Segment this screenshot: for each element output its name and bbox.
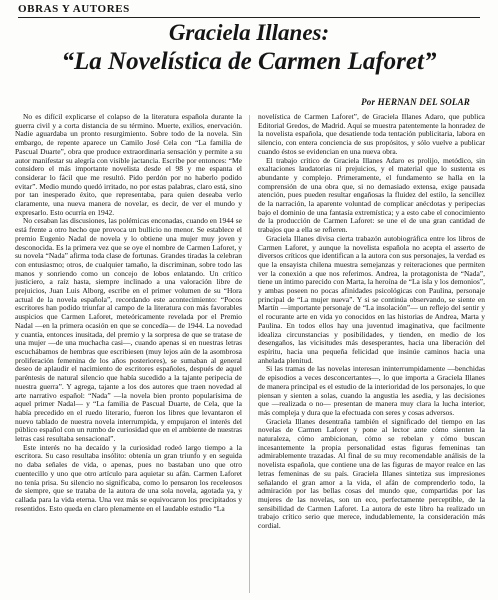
column-divider [249, 115, 250, 593]
paragraph: El trabajo crítico de Graciela Illanes Adaro es prolijo, metódico, sin exaltaciones laudatorias ni prejuicios, y el material que lo sustenta es abundante y complejo. Primeramente, el fundamento se halla en la comprensión de una obra que, si no demasiado extensa, exige pausada atención, pues pueden resultar engañosas la fluidez del estilo, la sencillez de la narración, la aparente voluntad de complicar anécdotas y peripecias bajo el dominio de una fantasía extremística; y a esto cabe el conocimiento de la producción de Carmen Laforet: se une el de una gran cantidad de trabajos que a ella se refieren. [258, 155, 485, 235]
headline-line-1: Graciela Illanes: [168, 20, 330, 45]
paragraph: No cesaban las discusiones, las polémicas enconadas, cuando en 1944 se está frente a otro hecho que provoca un bullicio no menor. Se establece el premio Eugenio Nadal de novela y lo obtiene una mujer muy joven y desconocida. Es la primera vez que se oye el nombre de Carmen Laforet, y su novela “Nada” afirma toda clase de fortunas. Grandes tiradas la celebran con entusiasmo; otros, de cualquier tamaño, la discriminan, sobre todo las manos y sonriendo como un concejo de lobos enlatando. Un crítico justiciero, a raíz hasta, siempre inclinado a una valoración libre de prejuicios, Juan Luis Alborg, escribe en el primer volumen de su “Hora actual de la novela española”, recordando este acontecimiento: “Pocos escritores han podido triunfar al campo de la literatura con más favorables auspicios que Carmen Laforet, meteóricamente revelada por el Premio Nadal —en la primera ocasión en que se concedía— de 1944. La novedad y cuantía, entonces inusitada, del premio y la sorpresa de que se tratase de una mujer —de una muchacha casi—, cuando apenas si en nuestras letras escuchábamos de hembras que escribiesen (muy lejos aún de la asombrosa proliferación femenina de los años posteriores), se sumaban al general deseo de aplaudir el nacimiento de escritores españoles, después de aquel paréntesis de natural silencio que había sucedido a la tajante peripecia de nuestra guerra”. Y agrega, tajante a los dos autores que traen novedad al arte narrativo español: “Nada” —la novela bien pronto popularísima de aquel primer Nadal— y “La familia de Pascual Duarte, de Cela, que la había precedido en el ruedo literario, fueron los libres que levantaron el nuevo tablado de nuestra novela interrumpida, y empujaron el interés del público español con un rumbo de curiosidad que en el ambiente de nuestras letras casi resultaba sensacional”. [15, 216, 242, 444]
paragraph: Graciela Illanes divisa cierta trabazón autobiográfica entre los libros de Carmen Laforet, y aunque la novelista española no acepta el asserto de diversos críticos que identifican a la autora con sus personajes, la verdad es que la ensayista chilena muestra semejanzas y reiteraciones que permiten ver la conexión a que nos referimos. Andrea, la protagonista de “Nada”, tiene un íntimo parecido con Marta, la heroína de “La isla y los demonios”, y ambas poseen no pocas afinidades psicológicas con Paulina, personaje principal de “La mujer nueva”. Y si se continúa observando, se siente en Martín —importante personaje de “La insolación”— un reflejo del sentir y el rocurante arte en vida yo conocidos en las historias de Andrea, Marta y Paulina. En todos ellos hay una juventud imaginativa, que facilmente idealiza circunstancias y posibilidades, y tienden, en medio de los desengaños, las vicisitudes más desesperantes, hacia una liberación del espíritu, hacia una pequeña felicidad que insinúe caminos hacia una anhelada plenitud. [258, 233, 485, 365]
byline: Por HERNAN DEL SOLAR [361, 97, 470, 107]
article-column-right [258, 113, 485, 597]
paragraph: Si las tramas de las novelas interesan ininterrumpidamente —benchidas de episodios a veces desconcertantes—, lo que importa a Graciela Illanes de manera principal es el estudio de la interioridad de los personajes, lo que piensan y sienten a solas, cuando la angustia les asedia, y las decisiones que —realizada o no— presentan de manera muy clara la lucha interior, más compleja y dura que la efectuada con seres y cosas adversos. [258, 364, 485, 417]
paragraph: No es difícil explicarse el colapso de la literatura española durante la guerra civil y a corta distancia de su término. Muerte, exilios, enervación. Nadie aguardaba un pronto resurgimiento. Sobre todo de la novela. Sin embargo, de repente aparece un Camilo José Cela con “La familia de Pascual Duarte”, obra que produce extraordinaria sensación y permite a su autor manifestar su alegría con visible jactancia. Escribe por entonces: “Me considero el más importante novelista desde el 98 y me espanta el considerar lo fácil que me resultó. Pido perdón por no haberlo podido evitar”. Medio mundo quedó irritado, no por estas palabras, claro está, sino por tan inesperado éxito, que representaba, para quien deseaba verlo claramente, una nueva manera de novelar, es decir, de ver el mundo y expresarlo. Esto ocurría en 1942. [15, 113, 242, 217]
top-rule [18, 17, 480, 18]
paragraph: novelística de Carmen Laforet”, de Graciela Illanes Adaro, que publica Editorial Gredos, de Madrid. Aquí se muestra patentemente la honradez de la novelista española, que desatiende toda tentación publicitaria, labora en silencio, con entera conciencia de sus propósitos, y sólo vuelve a publicar cuando éstos se evidencian en una nueva obra. [258, 113, 485, 156]
headline-line-2: “La Novelística de Carmen Laforet” [61, 48, 437, 75]
paragraph: Graciela Illanes desentraña también el significado del tiempo en las novelas de Carmen Laforet y pone al lector ante cómo sienten la naturaleza, cómo ambicionan, cómo se rebelan y cómo buscan incesantemente la propia personalidad estas figuras femeninas tan admirablemente trazadas. Al final de su muy recomendable análisis de la novelista española, que contiene una de las figuras de mayor realce en las letras femeninas de su país. Graciela Illanes sintetiza sus impresiones señalando el gran amor a la vida, el afán de comprenderlo todo, la admiración por las bellas cosas del mundo que, compartidas por las mujeres de las novelas, son un eco, perfectamente perceptible, de la sensibilidad de Carmen Laforet. La autora de este libro ha realizado un trabajo crítico serio que merece, indudablemente, la consideración más cordial. [258, 416, 485, 531]
section-label: OBRAS Y AUTORES [18, 3, 130, 15]
article-column-left [15, 113, 242, 597]
paragraph: Este interés no ha decaído y la curiosidad rodeó largo tiempo a la escritora. Su caso resultaba insólito: obtenía un gran triunfo y en seguida no daba señales de vida, o apenas, pues no bastaban uno que otro cuentecillo y uno que otro artículo para aquietar su afán. Carmen Laforet no tenía prisa. Su silencio no significaba, como lo pensaron los receleosos de siempre, que se trataba de la autora de una sola novela, agotada ya, y callada para la vida eterna. Una vez más se equivocaron los precipitados y resentidos. Esto queda en claro plenamente en el laudable estudio “La [15, 442, 242, 513]
